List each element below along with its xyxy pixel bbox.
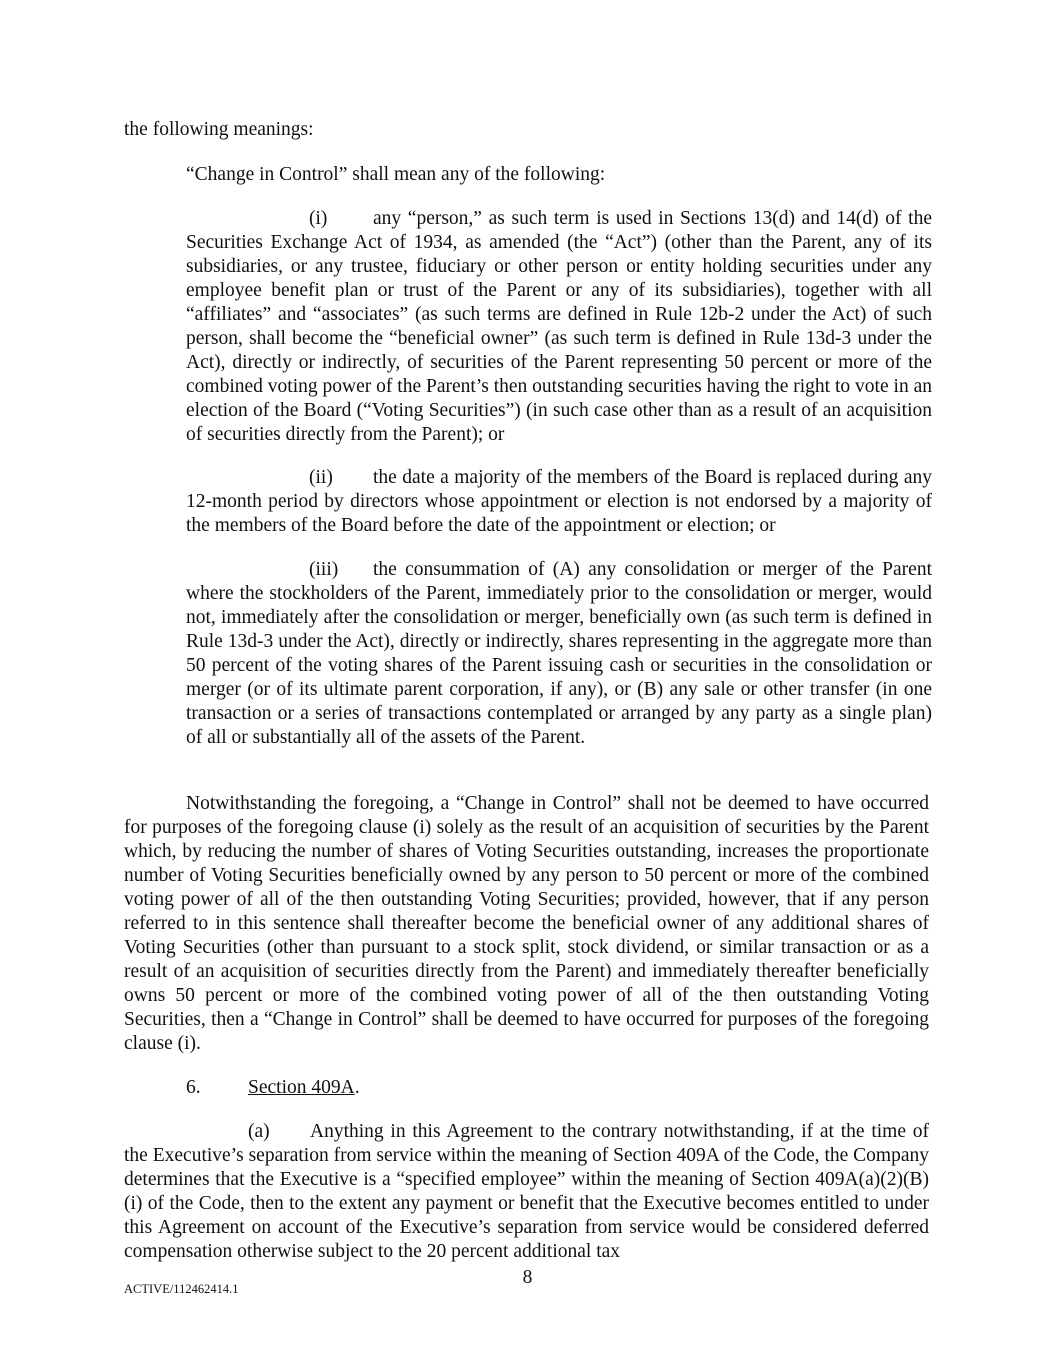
- clause-label: (ii): [309, 467, 333, 488]
- change-in-control-definition: “Change in Control” shall mean any of the following:: [186, 164, 606, 185]
- clause-label: (i): [309, 208, 328, 229]
- clause-text: the date a majority of the members of the Board is replaced during any 12-month period by directors whose appointment or election is not endorsed by a majority of the members of the Board before the date of the appointment or election; or: [186, 467, 932, 536]
- section-title: Section 409A: [248, 1077, 355, 1098]
- page-number: 8: [522, 1267, 533, 1288]
- section-title-suffix: .: [354, 1077, 360, 1098]
- clause-text: the consummation of (A) any consolidation or merger of the Parent where the stockholders of the Parent, immediately prior to the consolidation or merger, would not, immediately after the consolidation or merger, beneficially own (as such term is defined in Rule 13d-3 under the Act), directly or indirectly, shares representing in the aggregate more than 50 percent of the voting shares of the Parent issuing cash or securities in the consolidation or merger (or of its ultimate parent corporation, if any), or (B) any sale or other transfer (in one transaction or a series of transactions contemplated or arranged by any party as a single plan) of all or substantially all of the assets of the Parent.: [186, 559, 932, 748]
- clause-i: [186, 207, 932, 447]
- clause-iii: [186, 558, 932, 750]
- document-id-footer: ACTIVE/112462414.1: [124, 1282, 239, 1296]
- section-heading: [186, 1076, 360, 1100]
- subsection-text: Anything in this Agreement to the contrary notwithstanding, if at the time of the Executive’s separation from service within the meaning of Section 409A of the Code, the Company determines that the Executive is a “specified employee” within the meaning of Section 409A(a)(2)(B)(i) of the Code, then to the extent any payment or benefit that the Executive becomes entitled to under this Agreement on account of the Executive’s separation from service would be considered deferred compensation otherwise subject to the 20 percent additional tax: [124, 1121, 929, 1262]
- intro-text: the following meanings:: [124, 119, 314, 140]
- clause-ii: [186, 466, 932, 538]
- subsection-a: [124, 1120, 929, 1264]
- section-number: 6.: [186, 1077, 201, 1098]
- clause-text: any “person,” as such term is used in Sections 13(d) and 14(d) of the Securities Exchange Act of 1934, as amended (the “Act”) (other than the Parent, any of its subsidiaries, or any trustee, fiduciary or other person or entity holding securities under any employee benefit plan or trust of the Parent or any of its subsidiaries), together with all “affiliates” and “associates” (as such terms are defined in Rule 12b-2 under the Act) of such person, shall become the “beneficial owner” (as such term is defined in Rule 13d-3 under the Act), directly or indirectly, of securities of the Parent representing 50 percent or more of the combined voting power of the Parent’s then outstanding securities having the right to vote in an election of the Board (“Voting Securities”) (in such case other than as a result of an acquisition of securities directly from the Parent); or: [186, 208, 932, 445]
- subsection-label: (a): [248, 1121, 270, 1142]
- notwithstanding-paragraph: Notwithstanding the foregoing, a “Change in Control” shall not be deemed to have occurred for purposes of the foregoing clause (i) solely as the result of an acquisition of securities by the Parent which, by reducing the number of shares of Voting Securities outstanding, increases the proportionate number of Voting Securities beneficially owned by any person to 50 percent or more of the combined voting power of all of the then outstanding Voting Securities; provided, however, that if any person referred to in this sentence shall thereafter become the beneficial owner of any additional shares of Voting Securities (other than pursuant to a stock split, stock dividend, or similar transaction or as a result of an acquisition of securities directly from the Parent) and immediately thereafter beneficially owns 50 percent or more of the combined voting power of all of the then outstanding Voting Securities, then a “Change in Control” shall be deemed to have occurred for purposes of the foregoing clause (i).: [124, 793, 929, 1054]
- clause-label: (iii): [309, 559, 339, 580]
